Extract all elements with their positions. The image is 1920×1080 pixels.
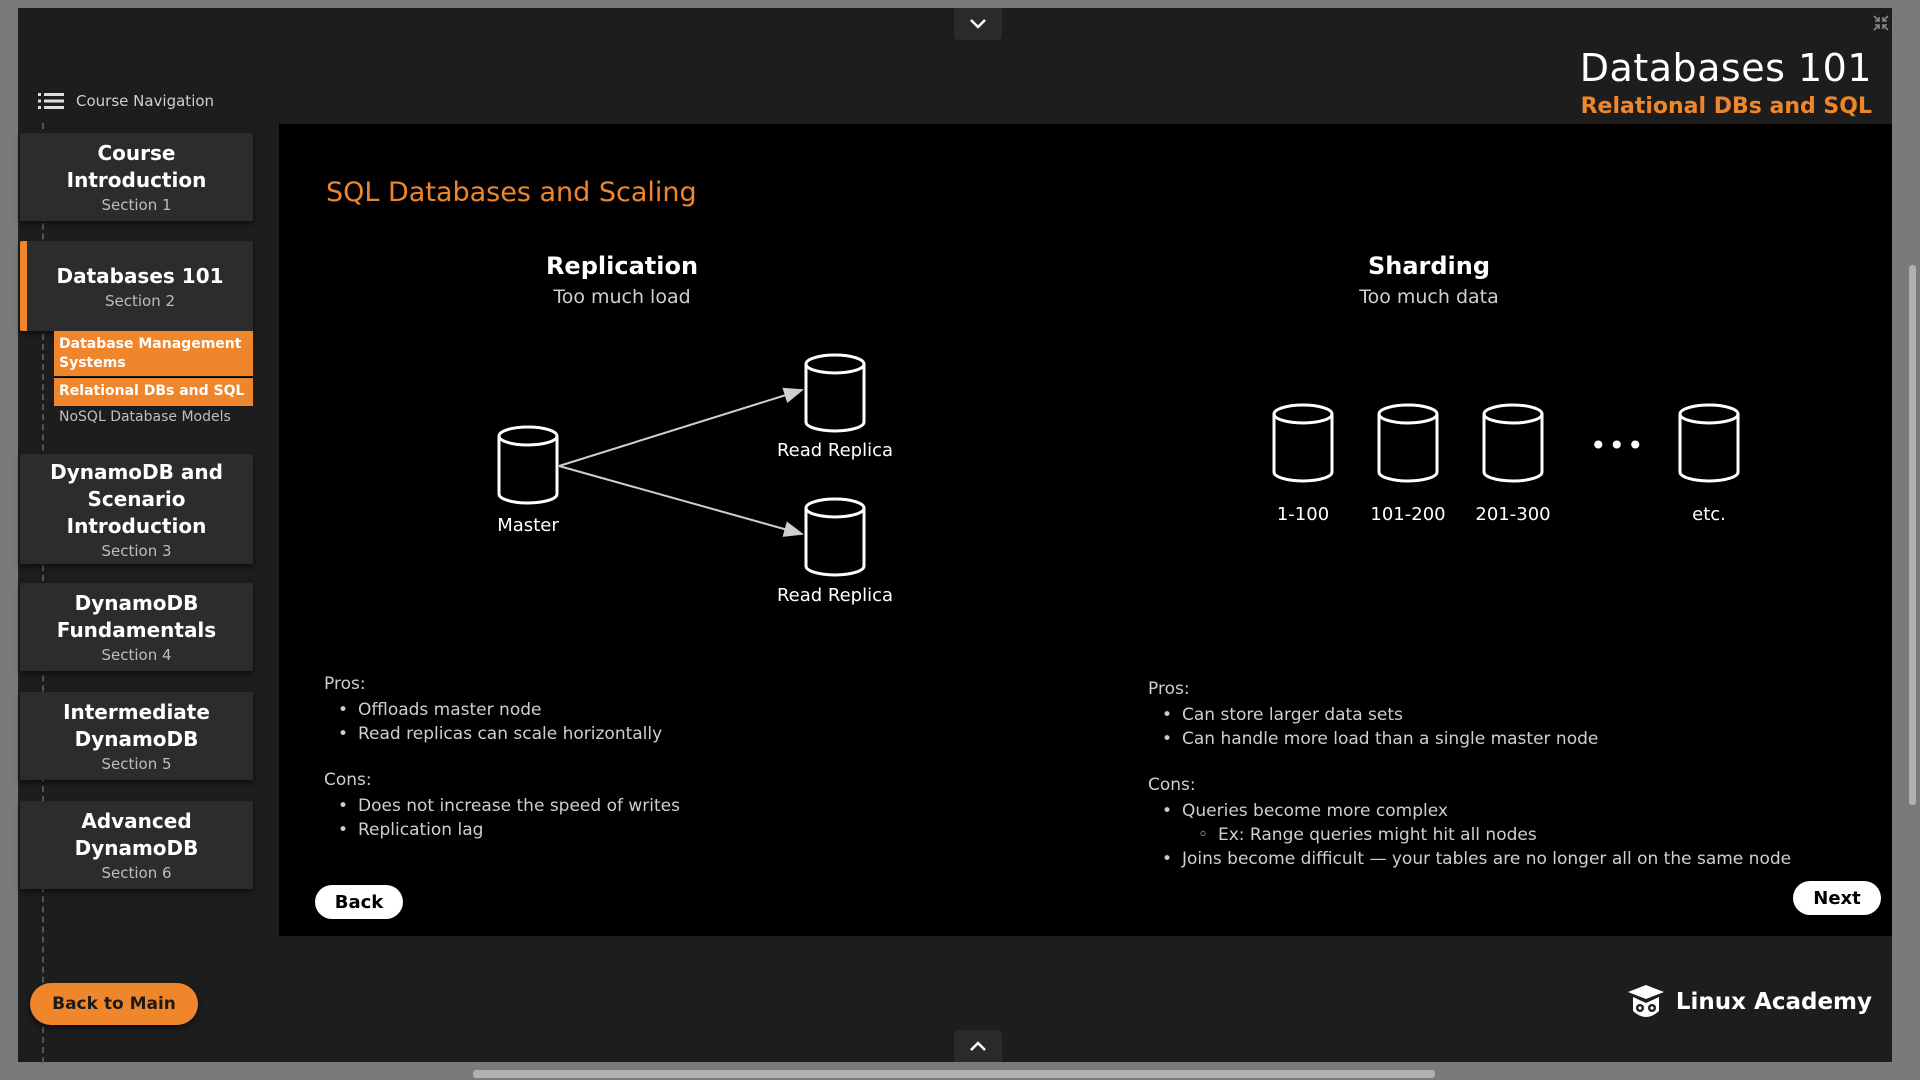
brand-name: Linux Academy (1675, 989, 1872, 1015)
slide-panel (279, 124, 1892, 936)
section-card-4[interactable] (20, 583, 253, 671)
list-item: • Can store larger data sets (1148, 703, 1868, 727)
cons-label: Cons: (324, 770, 372, 790)
back-button[interactable]: Back (315, 885, 403, 919)
read-replica-label: Read Replica (776, 440, 894, 461)
nav-label: Course Navigation (76, 92, 215, 110)
pros-label: Pros: (1148, 679, 1190, 699)
course-navigation-toggle[interactable] (38, 92, 214, 110)
section-name: Databases 101 (56, 263, 224, 288)
section-card-1[interactable] (20, 133, 253, 221)
course-player (18, 8, 1892, 1062)
slide-title: SQL Databases and Scaling (326, 177, 697, 208)
brand-logo (1626, 983, 1872, 1021)
list-item: • Replication lag (324, 818, 1024, 842)
shard-label: 101-200 (1370, 504, 1446, 525)
collapse-top-button[interactable] (954, 8, 1002, 40)
lesson-item-relational-dbs-and-sql[interactable]: Relational DBs and SQL (54, 377, 253, 406)
shard-label: etc. (1692, 504, 1726, 525)
read-replica-label: Read Replica (776, 585, 894, 606)
pros-label: Pros: (324, 674, 366, 694)
list-item: • Can handle more load than a single master node (1148, 727, 1868, 751)
list-icon (38, 92, 64, 110)
list-sub-item: ◦ Ex: Range queries might hit all nodes (1148, 823, 1868, 847)
section-number: Section 2 (104, 291, 176, 310)
course-title: Databases 101 (1579, 46, 1872, 90)
replication-diagram (279, 124, 1079, 644)
section-number: Section 5 (101, 755, 172, 773)
shard-db-icon (1484, 405, 1542, 481)
cons-label: Cons: (1148, 775, 1196, 795)
sharding-subheading: Too much data (1359, 286, 1499, 308)
vertical-scrollbar-thumb[interactable] (1909, 265, 1916, 805)
replication-subheading: Too much load (553, 286, 691, 308)
ellipsis-icon: ••• (1590, 429, 1646, 462)
chevron-down-icon (969, 18, 987, 30)
sharding-heading-block (1229, 252, 1629, 308)
replication-pros-cons (324, 672, 1024, 864)
shard-db-icon (1379, 405, 1437, 481)
section-card-5[interactable] (20, 692, 253, 780)
master-db-icon (499, 427, 557, 503)
section-name: Intermediate DynamoDB (63, 700, 210, 751)
section-name: Advanced DynamoDB (74, 809, 199, 860)
cons-list (1148, 799, 1868, 871)
shard-db-icon (1274, 405, 1332, 481)
horizontal-scrollbar-thumb[interactable] (473, 1070, 1435, 1078)
chevron-up-icon (969, 1040, 987, 1052)
section-number: Section 1 (101, 196, 172, 214)
sharding-pros-cons (1148, 677, 1868, 893)
section-card-6[interactable] (20, 801, 253, 889)
list-item: • Read replicas can scale horizontally (324, 722, 1024, 746)
shard-label: 201-300 (1475, 504, 1551, 525)
cons-list (324, 794, 1024, 842)
owl-graduation-cap-icon (1626, 983, 1666, 1021)
section-number: Section 6 (101, 864, 172, 882)
section-number: Section 3 (101, 541, 172, 560)
pros-list (1148, 703, 1868, 751)
expand-bottom-button[interactable] (954, 1030, 1002, 1062)
next-button[interactable]: Next (1793, 881, 1881, 915)
replication-heading: Replication (545, 252, 699, 280)
sharding-diagram (1179, 374, 1839, 514)
course-sidebar (18, 123, 253, 1053)
course-subtitle: Relational DBs and SQL (1580, 94, 1872, 119)
lesson-item-database-management-systems[interactable]: Database Management Systems (54, 331, 253, 376)
list-item: • Does not increase the speed of writes (324, 794, 1024, 818)
pros-list (324, 698, 1024, 746)
list-item: • Queries become more complex (1148, 799, 1868, 823)
list-item: • Joins become difficult — your tables are no longer all on the same node (1148, 847, 1868, 871)
section-card-3[interactable] (20, 454, 253, 564)
read-replica-db-icon (806, 499, 864, 575)
section-name: DynamoDB and Scenario Introduction (50, 459, 223, 538)
section-card-2[interactable] (20, 241, 253, 331)
section-name: DynamoDB Fundamentals (56, 591, 217, 642)
read-replica-db-icon (806, 355, 864, 431)
shard-db-icon (1680, 405, 1738, 481)
collapse-icon[interactable] (1870, 12, 1892, 34)
section-number: Section 4 (101, 646, 172, 664)
sharding-heading: Sharding (1367, 252, 1491, 280)
master-label: Master (497, 515, 559, 536)
section-name: Course Introduction (66, 141, 207, 192)
lesson-item-nosql-database-models[interactable]: NoSQL Database Models (59, 409, 231, 425)
back-to-main-button[interactable]: Back to Main (30, 983, 198, 1025)
list-item: • Offloads master node (324, 698, 1024, 722)
shard-label: 1-100 (1276, 504, 1330, 525)
